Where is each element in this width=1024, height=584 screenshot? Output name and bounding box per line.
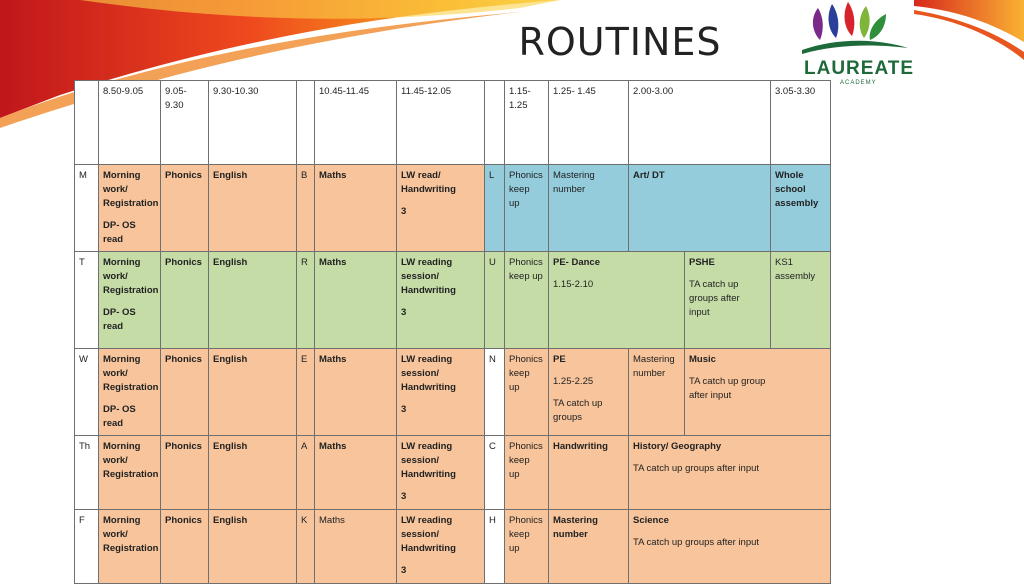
handwriting-cell: Handwriting <box>549 436 629 510</box>
morning-cell <box>99 252 161 349</box>
lw-cell <box>397 165 485 252</box>
lunch-letter: L <box>485 165 505 252</box>
morning-cell: Morning work/ Registration <box>99 436 161 510</box>
lunch-letter: C <box>485 436 505 510</box>
lunch-letter: U <box>485 252 505 349</box>
header-corner <box>75 81 99 165</box>
logo-text: LAUREATE <box>804 58 915 79</box>
science-note: TA catch up groups after input <box>633 537 760 548</box>
time-header: 9.30-10.30 <box>209 81 297 165</box>
pe-text: PE- Dance <box>553 257 600 268</box>
music-text: Music <box>689 354 716 365</box>
phonics-cell: Phonics <box>161 349 209 436</box>
day-label: M <box>75 165 99 252</box>
break-letter: K <box>297 510 315 584</box>
phonics-cell: Phonics <box>161 510 209 584</box>
table-row <box>75 510 831 584</box>
time-header: 10.45-11.45 <box>315 81 397 165</box>
dp-text: DP- OS read <box>103 404 136 429</box>
lw-cell <box>397 252 485 349</box>
logo-subtext: ACADEMY <box>840 80 877 86</box>
time-header-break <box>297 81 315 165</box>
day-label: F <box>75 510 99 584</box>
morning-text: Morning work/ Registration <box>103 354 159 393</box>
page-title: ROUTINES <box>518 20 722 64</box>
keepup-cell: Phonics keep up <box>505 510 549 584</box>
table-row <box>75 349 831 436</box>
history-cell <box>629 436 831 510</box>
pe-cell <box>549 349 629 436</box>
english-cell: English <box>209 349 297 436</box>
morning-text: Morning work/ Registration <box>103 257 159 296</box>
pe-note: TA catch up groups <box>553 398 603 423</box>
keepup-cell: Phonics keep up <box>505 165 549 252</box>
table-row <box>75 165 831 252</box>
time-header: 2.00-3.00 <box>629 81 771 165</box>
science-cell <box>629 510 831 584</box>
maths-cell: Maths <box>315 510 397 584</box>
science-text: Science <box>633 515 669 526</box>
break-letter: A <box>297 436 315 510</box>
morning-cell: Morning work/ Registration <box>99 510 161 584</box>
mastering-cell: Mastering number <box>549 510 629 584</box>
pe-text: PE <box>553 354 566 365</box>
break-letter: B <box>297 165 315 252</box>
lw-cell <box>397 510 485 584</box>
pe-cell <box>549 252 685 349</box>
keepup-cell: Phonics keep up <box>505 252 549 349</box>
pshe-note: TA catch up groups after input <box>689 279 740 318</box>
break-letter: E <box>297 349 315 436</box>
maths-cell: Maths <box>315 436 397 510</box>
phonics-cell: Phonics <box>161 165 209 252</box>
maths-cell: Maths <box>315 349 397 436</box>
lw-number: 3 <box>401 307 407 318</box>
time-header: 9.05- 9.30 <box>161 81 209 165</box>
lw-cell <box>397 349 485 436</box>
day-label: W <box>75 349 99 436</box>
lw-number: 3 <box>401 491 407 502</box>
time-header: 8.50-9.05 <box>99 81 161 165</box>
timetable <box>74 80 831 584</box>
lw-text: LW reading session/ Handwriting <box>401 441 456 480</box>
pe-time: 1.25-2.25 <box>553 376 594 387</box>
pshe-text: PSHE <box>689 257 715 268</box>
lw-number: 3 <box>401 404 407 415</box>
lw-number: 3 <box>401 206 407 217</box>
history-text: History/ Geography <box>633 441 722 452</box>
time-header-lunch <box>485 81 505 165</box>
maths-cell: Maths <box>315 252 397 349</box>
history-note: TA catch up groups after input <box>633 463 760 474</box>
keepup-cell: Phonics keep up <box>505 436 549 510</box>
music-cell <box>685 349 831 436</box>
lunch-letter: H <box>485 510 505 584</box>
lw-text: LW read/ Handwriting <box>401 170 456 195</box>
header-row <box>75 81 831 165</box>
lunch-letter: N <box>485 349 505 436</box>
lw-text: LW reading session/ Handwriting <box>401 515 456 554</box>
assembly-cell: KS1 assembly <box>771 252 831 349</box>
morning-cell <box>99 349 161 436</box>
table-row <box>75 436 831 510</box>
english-cell: English <box>209 252 297 349</box>
english-cell: English <box>209 436 297 510</box>
laureate-logo <box>796 0 914 90</box>
table-row <box>75 252 831 349</box>
music-note: TA catch up group after input <box>689 376 766 401</box>
day-label: T <box>75 252 99 349</box>
morning-cell <box>99 165 161 252</box>
mastering-cell: Mastering number <box>629 349 685 436</box>
assembly-cell: Whole school assembly <box>771 165 831 252</box>
lw-text: LW reading session/ Handwriting <box>401 257 456 296</box>
dp-text: DP- OS read <box>103 307 136 332</box>
art-cell: Art/ DT <box>629 165 771 252</box>
time-header: 11.45-12.05 <box>397 81 485 165</box>
flower-icon <box>796 0 914 60</box>
break-letter: R <box>297 252 315 349</box>
lw-text: LW reading session/ Handwriting <box>401 354 456 393</box>
time-header: 1.25- 1.45 <box>549 81 629 165</box>
time-header: 1.15- 1.25 <box>505 81 549 165</box>
time-header: 3.05-3.30 <box>771 81 831 165</box>
phonics-cell: Phonics <box>161 252 209 349</box>
keepup-cell: Phonics keep up <box>505 349 549 436</box>
dp-text: DP- OS read <box>103 220 136 245</box>
english-cell: English <box>209 165 297 252</box>
mastering-cell: Mastering number <box>549 165 629 252</box>
morning-text: Morning work/ Registration <box>103 170 159 209</box>
day-label: Th <box>75 436 99 510</box>
phonics-cell: Phonics <box>161 436 209 510</box>
pe-time: 1.15-2.10 <box>553 279 594 290</box>
pshe-cell <box>685 252 771 349</box>
maths-cell: Maths <box>315 165 397 252</box>
english-cell: English <box>209 510 297 584</box>
lw-number: 3 <box>401 565 407 576</box>
lw-cell <box>397 436 485 510</box>
